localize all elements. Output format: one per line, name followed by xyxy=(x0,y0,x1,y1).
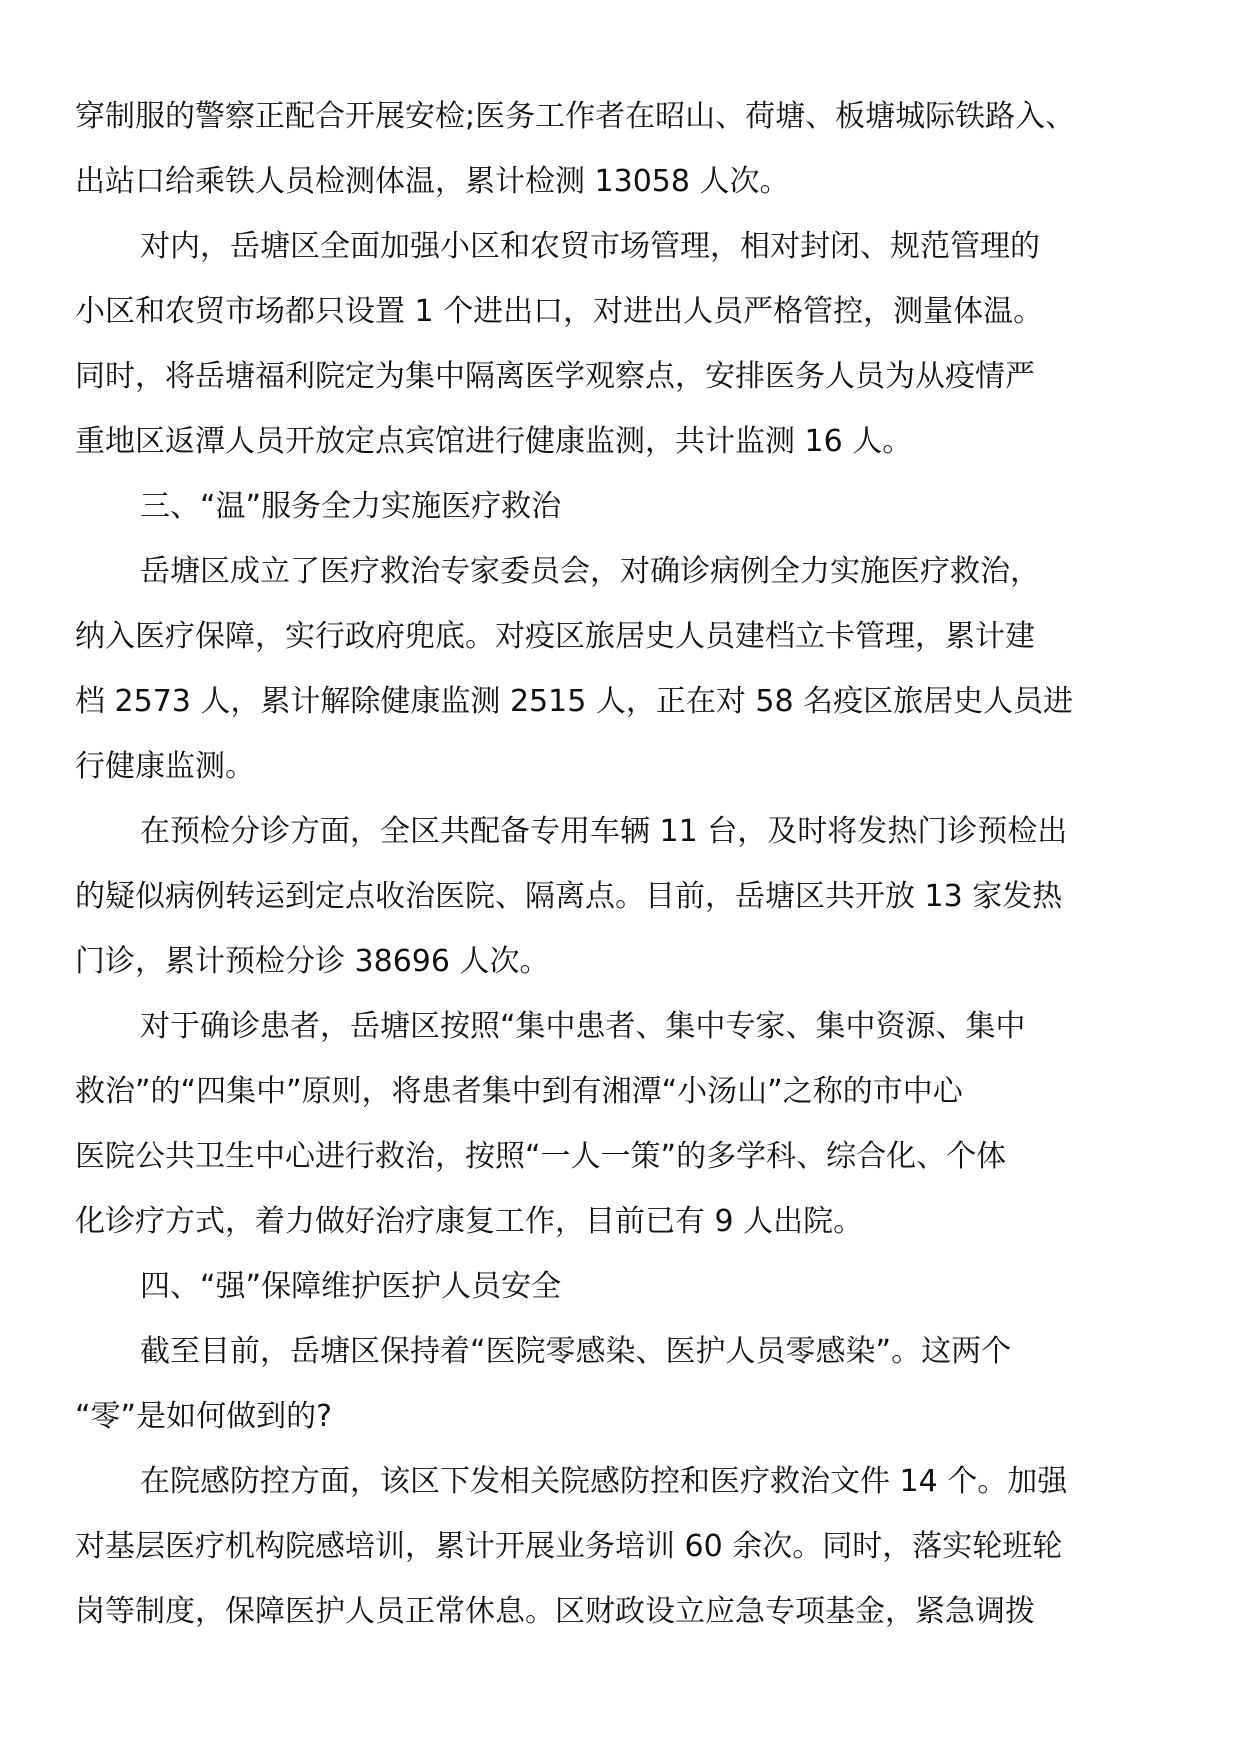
text-line: 纳入医疗保障，实行政府兜底。对疫区旅居史人员建档立卡管理，累计建 xyxy=(75,619,1035,654)
paragraph-start-line: 在预检分诊方面，全区共配备专用车辆 11 台，及时将发热门诊预检出 xyxy=(140,814,1068,849)
text-line: 小区和农贸市场都只设置 1 个进出口，对进出人员严格管控，测量体温。 xyxy=(75,294,1044,329)
text-line: 对基层医疗机构院感培训，累计开展业务培训 60 余次。同时，落实轮班轮 xyxy=(75,1529,1063,1564)
paragraph-start-line: 对于确诊患者，岳塘区按照“集中患者、集中专家、集中资源、集中 xyxy=(140,1009,1026,1044)
text-line: 出站口给乘铁人员检测体温，累计检测 13058 人次。 xyxy=(75,164,790,199)
section-heading: 四、“强”保障维护医护人员安全 xyxy=(140,1269,562,1304)
text-line: 化诊疗方式，着力做好治疗康复工作，目前已有 9 人出院。 xyxy=(75,1204,864,1239)
text-line: 行健康监测。 xyxy=(75,749,255,784)
document-page xyxy=(75,84,1175,1644)
paragraph-start-line: 截至目前，岳塘区保持着“医院零感染、医护人员零感染”。这两个 xyxy=(140,1334,1012,1369)
text-line: 医院公共卫生中心进行救治，按照“一人一策”的多学科、综合化、个体 xyxy=(75,1139,1007,1174)
text-line: “零”是如何做到的? xyxy=(75,1399,333,1434)
text-line: 的疑似病例转运到定点收治医院、隔离点。目前，岳塘区共开放 13 家发热 xyxy=(75,879,1063,914)
text-line: 重地区返潭人员开放定点宾馆进行健康监测，共计监测 16 人。 xyxy=(75,424,913,459)
text-line: 门诊，累计预检分诊 38696 人次。 xyxy=(75,944,550,979)
section-heading: 三、“温”服务全力实施医疗救治 xyxy=(140,489,562,524)
paragraph-start-line: 在院感防控方面，该区下发相关院感防控和医疗救治文件 14 个。加强 xyxy=(140,1464,1068,1499)
text-line: 穿制服的警察正配合开展安检;医务工作者在昭山、荷塘、板塘城际铁路入、 xyxy=(75,99,1076,134)
paragraph-start-line: 对内，岳塘区全面加强小区和农贸市场管理，相对封闭、规范管理的 xyxy=(140,229,1040,264)
text-line: 同时，将岳塘福利院定为集中隔离医学观察点，安排医务人员为从疫情严 xyxy=(75,359,1035,394)
text-line: 档 2573 人，累计解除健康监测 2515 人，正在对 58 名疫区旅居史人员进 xyxy=(75,684,1074,719)
paragraph-start-line: 岳塘区成立了医疗救治专家委员会，对确诊病例全力实施医疗救治， xyxy=(140,554,1040,589)
text-line: 岗等制度，保障医护人员正常休息。区财政设立应急专项基金，紧急调拨 xyxy=(75,1594,1035,1629)
text-line: 救治”的“四集中”原则，将患者集中到有湘潭“小汤山”之称的市中心 xyxy=(75,1074,963,1109)
